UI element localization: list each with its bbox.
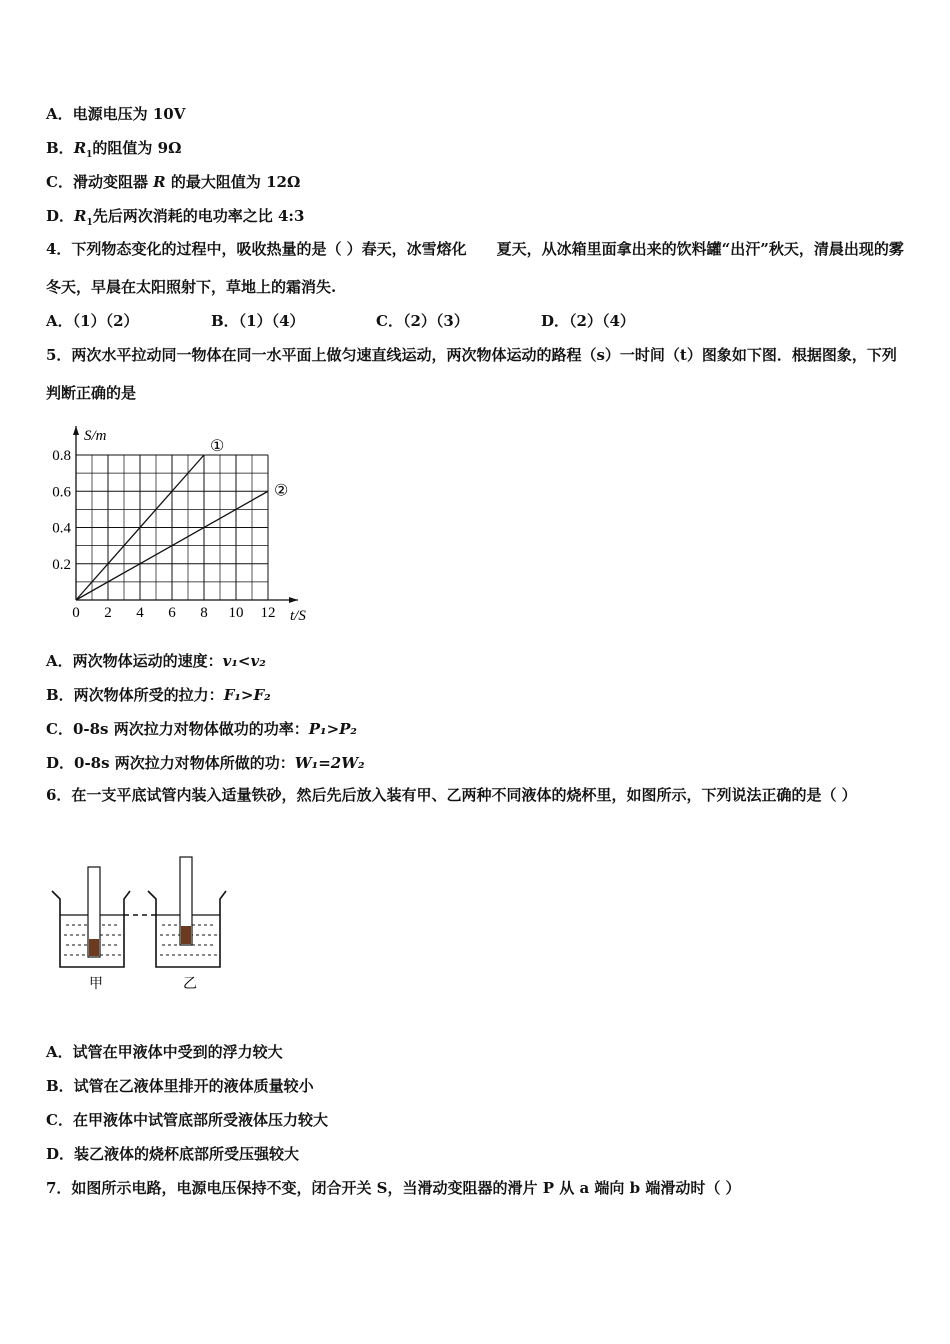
q5-option-b: B．两次物体所受的拉力：F₁>F₂ — [46, 686, 271, 704]
q3-option-b: B．$R_1$的阻值为 9Ω — [46, 139, 182, 160]
beakers-figure — [44, 855, 234, 995]
beaker-label-jia: 甲 — [89, 977, 103, 992]
q4-option-c: C．（2）（3） — [376, 312, 469, 330]
q3-option-d: D．$R_1$先后两次消耗的电功率之比 4:3 — [46, 207, 305, 228]
q4-option-b: B．（1）（4） — [211, 312, 305, 330]
beaker-yi — [148, 857, 226, 967]
st-chart — [30, 420, 330, 630]
q4-option-d: D．（2）（4） — [541, 312, 635, 330]
x-tick-label: 4 — [136, 605, 144, 621]
beaker-jia — [52, 867, 130, 967]
q6-stem: 6．在一支平底试管内装入适量铁砂，然后先后放入装有甲、乙两种不同液体的烧杯里，如图所示，下列说法正确的是（ ） — [46, 786, 857, 804]
q5-option-a: A．两次物体运动的速度：v₁<v₂ — [46, 652, 266, 670]
y-tick-label: 0.2 — [52, 556, 71, 573]
q5-option-c: C．0-8s 两次拉力对物体做功的功率：P₁>P₂ — [46, 720, 357, 738]
q3-option-a: A．电源电压为 10V — [46, 105, 186, 123]
x-tick-label: 6 — [168, 605, 176, 621]
q5-stem: 5．两次水平拉动同一物体在同一水平面上做匀速直线运动，两次物体运动的路程（s）一时间（t）图象如下图．根据图象，下列判断正确的是 — [46, 346, 897, 402]
series-label-1: ① — [210, 438, 225, 455]
q3-option-c: C．滑动变阻器 R 的最大阻值为 12Ω — [46, 173, 301, 191]
q6-option-a: A．试管在甲液体中受到的浮力较大 — [46, 1043, 283, 1061]
y-axis-arrow — [73, 426, 79, 435]
y-tick-label: 0.4 — [52, 520, 71, 537]
y-tick-label: 0.8 — [52, 448, 71, 464]
q4-options — [46, 310, 635, 331]
y-axis-label: S/m — [84, 428, 107, 444]
q5-option-d: D．0-8s 两次拉力对物体所做的功：W₁=2W₂ — [46, 754, 365, 772]
q4-stem: 4．下列物态变化的过程中，吸收热量的是（ ）春天，冰雪熔化 夏天，从冰箱里面拿出来的饮料罐“出汗”秋天，清晨出现的雾 冬天，早晨在太阳照射下，草地上的霜消失. — [46, 240, 919, 296]
beaker-label-yi: 乙 — [183, 977, 197, 992]
x-axis-arrow — [289, 597, 298, 603]
x-tick-label: 12 — [260, 605, 276, 621]
x-axis-label: t/S — [290, 608, 306, 624]
series-label-2: ② — [274, 482, 289, 500]
q4-option-a: A．（1）（2） — [46, 312, 139, 330]
x-tick-label: 2 — [104, 605, 112, 621]
q6-option-c: C．在甲液体中试管底部所受液体压力较大 — [46, 1111, 328, 1129]
q6-option-b: B．试管在乙液体里排开的液体质量较小 — [46, 1077, 314, 1095]
q6-option-d: D．装乙液体的烧杯底部所受压强较大 — [46, 1145, 300, 1163]
x-tick-label: 8 — [200, 605, 208, 621]
y-tick-label: 0.6 — [52, 484, 71, 501]
x-tick-label: 0 — [72, 605, 80, 621]
q7-stem: 7．如图所示电路，电源电压保持不变，闭合开关 S，当滑动变阻器的滑片 P 从 a 端向 b 端滑动时（ ） — [46, 1179, 741, 1197]
x-tick-label: 10 — [228, 605, 244, 621]
